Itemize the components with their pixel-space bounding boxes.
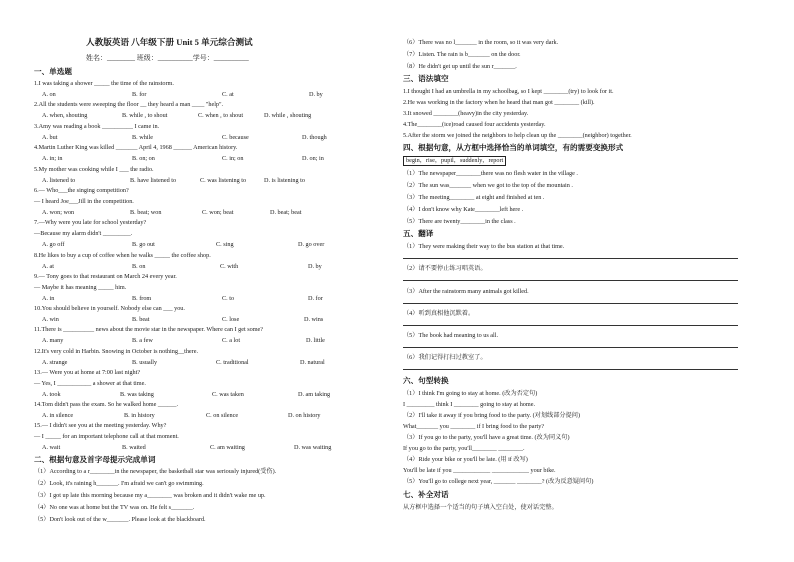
s6-item-3: （3）If you go to the party, you'll have a great time. (改为同义句) (403, 434, 570, 441)
option-a[interactable]: A. win (42, 316, 59, 323)
s4-item-4: （4）I don't know why Kate________left here . (403, 206, 524, 213)
option-c[interactable]: C. traditional (216, 359, 249, 366)
option-c[interactable]: C. sing (216, 241, 234, 248)
s6-answer-3: If you go to the party, you'll________ ________. (403, 445, 525, 452)
s6-answer-1: I _________ think I ________ going to stay at home. (403, 401, 535, 408)
option-d[interactable]: D. while , shouting (264, 112, 312, 119)
option-b[interactable]: B. in history (124, 412, 155, 419)
option-d[interactable]: D. by (309, 91, 323, 98)
page-title: 人教版英语 八年级下册 Unit 5 单元综合测试 (86, 37, 253, 47)
section-3-title: 三、语法填空 (403, 74, 449, 83)
option-a[interactable]: A. in silence (42, 412, 74, 419)
s3-item-1: 1.I thought I had an umbrella in my schoolbag, so I kept ________(try) to look for it. (403, 88, 614, 95)
s2-item-1: （1）According to a r________in the newspaper, the basketball star was seriously injured(受伤). (34, 468, 277, 475)
q13-line2: — Yes, I ___________ a shower at that time. (34, 380, 146, 387)
s4-item-2: （2）The sun was_______ when we got to the top of the mountain . (403, 182, 573, 189)
option-c[interactable]: C. was listening to (200, 177, 247, 184)
option-c[interactable]: C. on silence (206, 412, 239, 419)
option-a[interactable]: A. when, shouting (42, 112, 88, 119)
s6-answer-4: You'll be late if you ____________ ____________ your bike. (403, 467, 556, 474)
q9-line2: — Maybe it has meaning _____ him. (34, 284, 127, 291)
option-d[interactable]: D. natural (300, 359, 325, 366)
s2-item-7: （7）Listen. The rain is b_______ on the door. (403, 51, 521, 58)
q7-stem: 7.—Why were you late for school yesterday? (34, 219, 147, 226)
answer-line (403, 280, 738, 281)
option-c[interactable]: C. am waiting (210, 444, 245, 451)
option-c[interactable]: C. at (222, 91, 234, 98)
section-2-title: 二、根据句意及首字母提示完成单词 (34, 455, 156, 464)
option-c[interactable]: C. to (222, 295, 235, 302)
s2-item-5: （5）Don't look out of the w_______. Please look at the blackboard. (34, 516, 206, 523)
s5-item-4: （4）听到真相他沉默着。 (403, 310, 475, 317)
s5-item-2: （2）请不要停止练习唱英语。 (403, 265, 487, 272)
s7-intro: 从方框中选择一个适当的句子填入空白处，使对话完整。 (403, 504, 558, 511)
section-4-title: 四、根据句意，从方框中选择恰当的单词填空，有的需要变换形式 (403, 143, 624, 152)
s5-item-6: （6）我们记得打扫过教室了。 (403, 354, 487, 361)
answer-line (403, 347, 738, 348)
s5-item-5: （5）The book had meaning to us all. (403, 332, 499, 339)
option-a[interactable]: A. in; in (42, 155, 63, 162)
option-a[interactable]: A. listened to (42, 177, 76, 184)
option-d[interactable]: D. on; in (302, 155, 324, 162)
option-a[interactable]: A. in (42, 295, 55, 302)
option-d[interactable]: D. is listening to (264, 177, 305, 184)
option-b[interactable]: B. was taking (120, 391, 154, 398)
q9-stem: 9.— Tony goes to that restaurant on March 24 every year. (34, 273, 177, 280)
option-b[interactable]: B. while , to shout (122, 112, 168, 119)
section-5-title: 五、翻译 (403, 229, 434, 238)
s2-item-2: （2）Look, it's raining h_______. I'm afraid we can't go swimming. (34, 480, 204, 487)
option-d[interactable]: D. go over (298, 241, 325, 248)
s6-item-4: （4）Ride your bike or you'll be late. (用 if 改写) (403, 456, 528, 463)
s5-item-1: （1）They were making their way to the bus station at that time. (403, 243, 565, 250)
option-c[interactable]: C. with (220, 263, 239, 270)
option-a[interactable]: A. wait (42, 444, 61, 451)
s3-item-5: 5.After the storm we joined the neighbors to help clean up the ________(neighbor) together. (403, 132, 632, 139)
option-c[interactable]: C. when , to shout (198, 112, 244, 119)
option-a[interactable]: A. won; won (42, 209, 75, 216)
option-a[interactable]: A. go off (42, 241, 65, 248)
q7-line2: —Because my alarm didn't _________. (34, 230, 133, 237)
s3-item-2: 2.He was working in the factory when he heard that man got ________ (kill). (403, 99, 595, 106)
option-c[interactable]: C. a lot (222, 337, 241, 344)
option-d[interactable]: D. for (308, 295, 323, 302)
q4-stem: 4.Martin Luther King was killed _______ April 4, 1968 ______ American history. (34, 144, 238, 151)
q6-line2: — I heard Joe___Jill in the competition. (34, 198, 134, 205)
option-b[interactable]: B. on (132, 263, 146, 270)
option-d[interactable]: D. little (306, 337, 325, 344)
option-b[interactable]: B. beat (132, 316, 150, 323)
option-a[interactable]: A. strange (42, 359, 68, 366)
s6-item-2: （2）I'll take it away if you bring food to the party. (对划线部分提问) (403, 412, 581, 419)
option-d[interactable]: D. on history (288, 412, 321, 419)
option-d[interactable]: D. am taking (298, 391, 331, 398)
section-1-title: 一、单选题 (34, 67, 72, 76)
s3-item-3: 3.It snowed ________(heavy)in the city yesterday. (403, 110, 529, 117)
option-b[interactable]: B. usually (132, 359, 158, 366)
q8-stem: 8.He likes to buy a cup of coffee when he walks _____ the coffee shop. (34, 252, 211, 259)
option-a[interactable]: A. but (42, 134, 58, 141)
s6-item-5: （5）You'll go to college next year, _______ ________? (改为反意疑问句) (403, 478, 594, 485)
answer-line (403, 258, 738, 259)
option-b[interactable]: B. for (132, 91, 147, 98)
option-a[interactable]: A. many (42, 337, 64, 344)
option-a[interactable]: A. at (42, 263, 55, 270)
s4-item-5: （5）There are twenty________in the class . (403, 218, 516, 225)
s2-item-3: （3）I got up late this morning because my a________ was broken and it didn't wake me up. (34, 492, 266, 499)
option-b[interactable]: B. from (132, 295, 152, 302)
q6-stem: 6.— Who___the singing competition? (34, 187, 129, 194)
option-d[interactable]: D. beat; beat (270, 209, 302, 216)
s4-item-3: （3）The meeting________ at eight and finished at ten . (403, 194, 545, 201)
option-b[interactable]: B. go out (132, 241, 155, 248)
q12-stem: 12.It's very cold in Harbin. Snowing in October is nothing__there. (34, 348, 199, 355)
s2-item-4: （4）No one was at home but the TV was on. He felt s_______. (34, 504, 195, 511)
q15-stem: 15.— I didn't see you at the meeting yesterday. Why? (34, 422, 167, 429)
section-7-title: 七、补全对话 (403, 490, 449, 499)
section-6-title: 六、句型转换 (403, 376, 449, 385)
option-b[interactable]: B. have listened to (130, 177, 177, 184)
q3-stem: 3.Amy was reading a book __________ I came in. (34, 123, 160, 130)
s6-answer-2: What_______ you ________ if I bring food to the party? (403, 423, 545, 430)
option-d[interactable]: D. though (302, 134, 327, 141)
s4-item-1: （1）The newspaper________there was no flesh water in the village . (403, 170, 578, 177)
option-b[interactable]: B. beat; won (130, 209, 162, 216)
option-c[interactable]: C. in; on (222, 155, 244, 162)
q2-stem: 2.All the students were sweeping the floor __ they heard a man ____ "help". (34, 101, 224, 108)
q14-stem: 14.Tom didn't pass the exam. So he walked home ______. (34, 401, 179, 408)
s6-item-1: （1）I think I'm going to stay at home. (改为否定句) (403, 390, 538, 397)
option-c[interactable]: C. won; beat (202, 209, 234, 216)
option-a[interactable]: A. took (42, 391, 61, 398)
option-c[interactable]: C. was taken (212, 391, 244, 398)
option-b[interactable]: B. a few (132, 337, 153, 344)
answer-line (403, 325, 738, 326)
q15-line2: — I _____ for an important telephone call at that moment. (34, 433, 179, 440)
s2-item-8: （8）He didn't get up until the sun r_______. (403, 63, 517, 70)
q5-stem: 5.My mother was cooking while I ___ the radio. (34, 166, 154, 173)
option-b[interactable]: B. waited (122, 444, 146, 451)
answer-line (403, 303, 738, 304)
q10-stem: 10.You should believe in yourself. Nobody else can ___ you. (34, 305, 185, 312)
answer-line (403, 369, 738, 370)
s3-item-4: 4.The________(ice)road caused four accidents yesterday. (403, 121, 546, 128)
option-b[interactable]: B. while (132, 134, 153, 141)
student-info-line: 姓名：________ 班级：__________学号：__________ (86, 54, 249, 62)
q13-stem: 13.— Were you at home at 7:00 last night? (34, 369, 141, 376)
q1-stem: 1.I was taking a shower _____ the time of the rainstorm. (34, 80, 174, 87)
word-box: begin，rise，pupil，suddenly，report (403, 156, 506, 166)
option-c[interactable]: C. because (222, 134, 249, 141)
option-c[interactable]: C. lose (222, 316, 240, 323)
option-a[interactable]: A. on (42, 91, 56, 98)
q11-stem: 11.There is __________ news about the movie star in the newspaper. Where can I get some? (34, 326, 264, 333)
s2-item-6: （6）There was no l_______ in the room, so it was very dark. (403, 39, 559, 46)
option-d[interactable]: D. by (308, 263, 322, 270)
option-b[interactable]: B. on; on (132, 155, 155, 162)
option-d[interactable]: D. was waiting (294, 444, 332, 451)
s5-item-3: （3）After the rainstorm many animals got killed. (403, 288, 529, 295)
option-d[interactable]: D. wins (304, 316, 324, 323)
